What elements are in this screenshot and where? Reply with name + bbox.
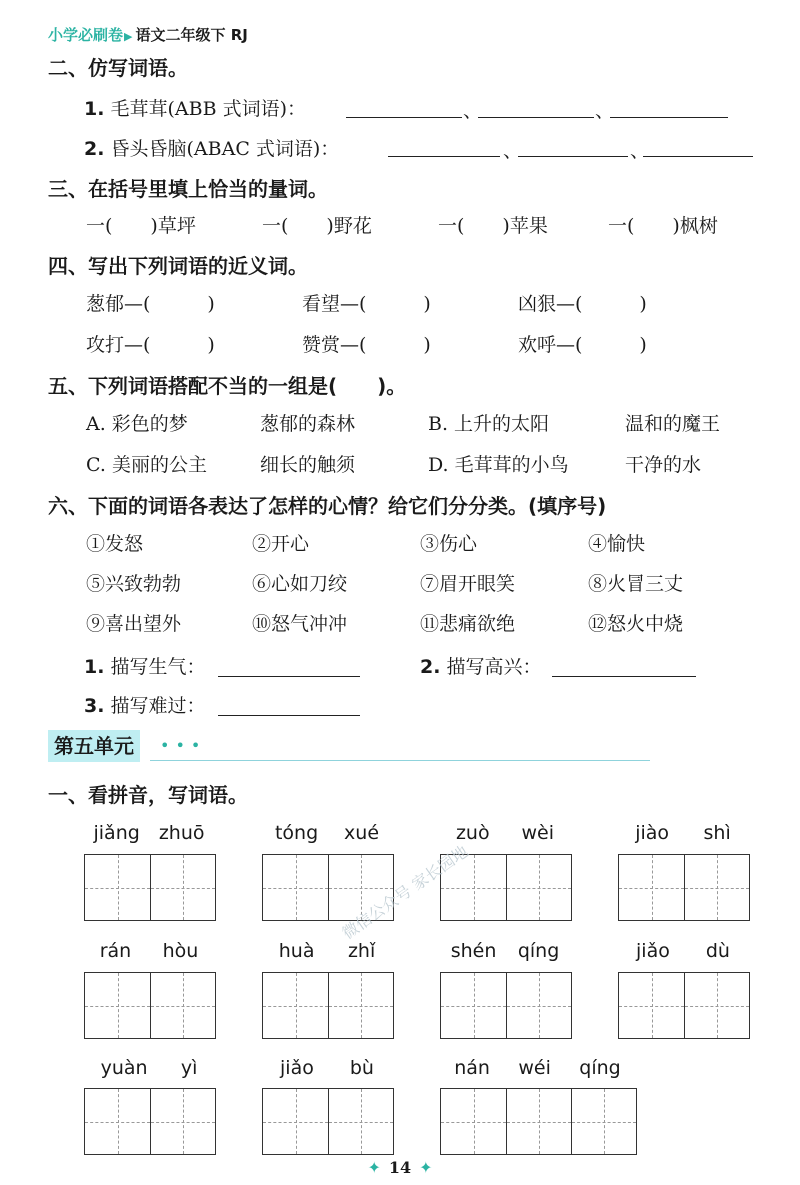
page-number — [0, 1158, 800, 1177]
pinyin-label-2 — [262, 822, 392, 844]
pinyin-syllable: shì — [703, 822, 731, 844]
mood-word: ②开心 — [252, 533, 310, 555]
s4-item-2[interactable]: 看望—( ) — [302, 293, 431, 315]
pinyin-label-9 — [84, 1057, 214, 1079]
watermark-stamp: 微信公众号 家长园地 — [338, 841, 472, 943]
s6-q1-blank[interactable] — [218, 676, 360, 677]
pinyin-syllable: jiǎo — [280, 1057, 314, 1079]
s6-q3-text: 描写难过： — [110, 695, 206, 717]
pinyin-label-7 — [440, 940, 570, 962]
s4-item-4[interactable]: 攻打—( ) — [86, 334, 215, 356]
writing-grid-4[interactable] — [618, 854, 750, 921]
s5-option-c-2: 细长的触须 — [260, 454, 356, 476]
s5-option-d[interactable]: D. 毛茸茸的小鸟 — [428, 454, 569, 476]
mood-word: ③伤心 — [420, 533, 478, 555]
pinyin-syllable: qíng — [579, 1057, 621, 1079]
s2-q2-blank-1[interactable] — [388, 156, 500, 157]
pinyin-label-1 — [84, 822, 214, 844]
s6-question-2 — [420, 652, 542, 679]
running-header — [48, 24, 248, 45]
mood-word: ⑦眉开眼笑 — [420, 573, 516, 595]
mood-word: ⑥心如刀绞 — [252, 573, 348, 595]
mood-word: ⑩怒气冲冲 — [252, 613, 348, 635]
mood-word: ⑤兴致勃勃 — [86, 573, 182, 595]
s2-q2-blank-3[interactable] — [643, 156, 753, 157]
s6-q2-number: 2. — [420, 656, 441, 678]
pinyin-syllable: wèi — [521, 822, 555, 844]
pinyin-label-5 — [84, 940, 214, 962]
pinyin-label-10 — [262, 1057, 392, 1079]
s2-q1-blank-3[interactable] — [610, 117, 728, 118]
section-3-title: 三、在括号里填上恰当的量词。 — [48, 177, 328, 201]
pinyin-syllable: jiǎng — [93, 822, 140, 844]
section-5-title: 五、下列词语搭配不当的一组是( )。 — [48, 374, 407, 398]
pinyin-label-8 — [618, 940, 748, 962]
pinyin-syllable: qíng — [517, 940, 560, 962]
s5-option-c[interactable]: C. 美丽的公主 — [86, 454, 207, 476]
s3-item-3[interactable]: 一( )苹果 — [438, 215, 548, 237]
pinyin-syllable: hòu — [162, 940, 199, 962]
mood-word: ⑫怒火中烧 — [588, 613, 684, 635]
s2-q2-blank-2[interactable] — [518, 156, 628, 157]
pinyin-syllable: zuò — [455, 822, 490, 844]
pinyin-syllable: jiào — [635, 822, 670, 844]
pinyin-syllable: dù — [705, 940, 730, 962]
s6-q3-number: 3. — [84, 695, 105, 717]
s6-question-1 — [84, 652, 206, 679]
s6-q3-blank[interactable] — [218, 715, 360, 716]
section-6-title: 六、下面的词语各表达了怎样的心情？给它们分分类。(填序号) — [48, 494, 607, 518]
s2-q2-number: 2. — [84, 138, 105, 160]
unit-divider — [150, 760, 650, 761]
section-2-title: 二、仿写词语。 — [48, 56, 188, 80]
pinyin-syllable: jiǎo — [636, 940, 670, 962]
s2-q1-text: 毛茸茸(ABB 式词语)： — [110, 98, 307, 120]
separator: 、 — [503, 140, 523, 162]
s6-question-3 — [84, 691, 206, 718]
mood-word: ⑨喜出望外 — [86, 613, 182, 635]
writing-grid-1[interactable] — [84, 854, 216, 921]
mood-word: ④愉快 — [588, 533, 646, 555]
s5-option-b-2: 温和的魔王 — [625, 413, 721, 435]
s2-q2-text: 昏头昏脑(ABAC 式词语)： — [110, 138, 340, 160]
s3-item-4[interactable]: 一( )枫树 — [608, 215, 718, 237]
series-brand: 小学必刷卷 — [48, 26, 124, 44]
pinyin-label-4 — [618, 822, 748, 844]
s5-option-a[interactable]: A. 彩色的梦 — [86, 413, 188, 435]
pinyin-syllable: nán — [454, 1057, 490, 1079]
pinyin-syllable: zhǐ — [347, 940, 376, 962]
s3-item-1[interactable]: 一( )草坪 — [86, 215, 196, 237]
separator: 、 — [630, 140, 650, 162]
pinyin-syllable: xué — [344, 822, 380, 844]
pinyin-syllable: rán — [99, 940, 132, 962]
s4-item-6[interactable]: 欢呼—( ) — [518, 334, 647, 356]
pinyin-label-6 — [262, 940, 392, 962]
s2-q1-blank-1[interactable] — [346, 117, 462, 118]
writing-grid-8[interactable] — [618, 972, 750, 1039]
pinyin-syllable: huà — [278, 940, 315, 962]
s2-question-2 — [84, 134, 339, 161]
pinyin-syllable: yuàn — [100, 1057, 148, 1079]
pinyin-syllable: yì — [180, 1057, 198, 1079]
subject-label: 语文二年级下 RJ — [135, 26, 248, 44]
sparkle-icon: ✦ — [419, 1158, 433, 1177]
pinyin-syllable: shén — [450, 940, 497, 962]
page-number-value: 14 — [388, 1158, 412, 1177]
triangle-icon: ▶ — [124, 30, 133, 43]
s5-option-d-2: 干净的水 — [625, 454, 702, 476]
pinyin-syllable: bù — [349, 1057, 374, 1079]
pinyin-syllable: wéi — [518, 1057, 551, 1079]
s4-item-1[interactable]: 葱郁—( ) — [86, 293, 215, 315]
s5-option-a-2: 葱郁的森林 — [260, 413, 356, 435]
pinyin-syllable: tóng — [274, 822, 319, 844]
writing-grid-6[interactable] — [262, 972, 394, 1039]
writing-grid-5[interactable] — [84, 972, 216, 1039]
s4-item-3[interactable]: 凶狠—( ) — [518, 293, 647, 315]
s3-item-2[interactable]: 一( )野花 — [262, 215, 372, 237]
s6-q1-number: 1. — [84, 656, 105, 678]
sparkle-icon: ✦ — [367, 1158, 381, 1177]
s6-q1-text: 描写生气： — [110, 656, 206, 678]
writing-grid-11[interactable] — [440, 1088, 637, 1155]
s2-q1-blank-2[interactable] — [478, 117, 594, 118]
separator: 、 — [463, 100, 483, 122]
s2-q1-number: 1. — [84, 98, 105, 120]
s6-q2-blank[interactable] — [552, 676, 696, 677]
pinyin-label-11 — [440, 1057, 635, 1079]
section-4-title: 四、写出下列词语的近义词。 — [48, 254, 308, 278]
s6-q2-text: 描写高兴： — [446, 656, 542, 678]
mood-word: ①发怒 — [86, 533, 144, 555]
writing-grid-9[interactable] — [84, 1088, 216, 1155]
s2-question-1 — [84, 94, 306, 121]
separator: 、 — [595, 100, 615, 122]
mood-word: ⑧火冒三丈 — [588, 573, 684, 595]
unit5-section-1-title: 一、看拼音，写词语。 — [48, 783, 248, 807]
s4-item-5[interactable]: 赞赏—( ) — [302, 334, 431, 356]
unit-title: 第五单元 — [48, 730, 140, 762]
mood-word: ⑪悲痛欲绝 — [420, 613, 516, 635]
s5-option-b[interactable]: B. 上升的太阳 — [428, 413, 550, 435]
decorative-dots: ••• — [160, 736, 207, 755]
writing-grid-10[interactable] — [262, 1088, 394, 1155]
writing-grid-7[interactable] — [440, 972, 572, 1039]
pinyin-syllable: zhuō — [158, 822, 205, 844]
